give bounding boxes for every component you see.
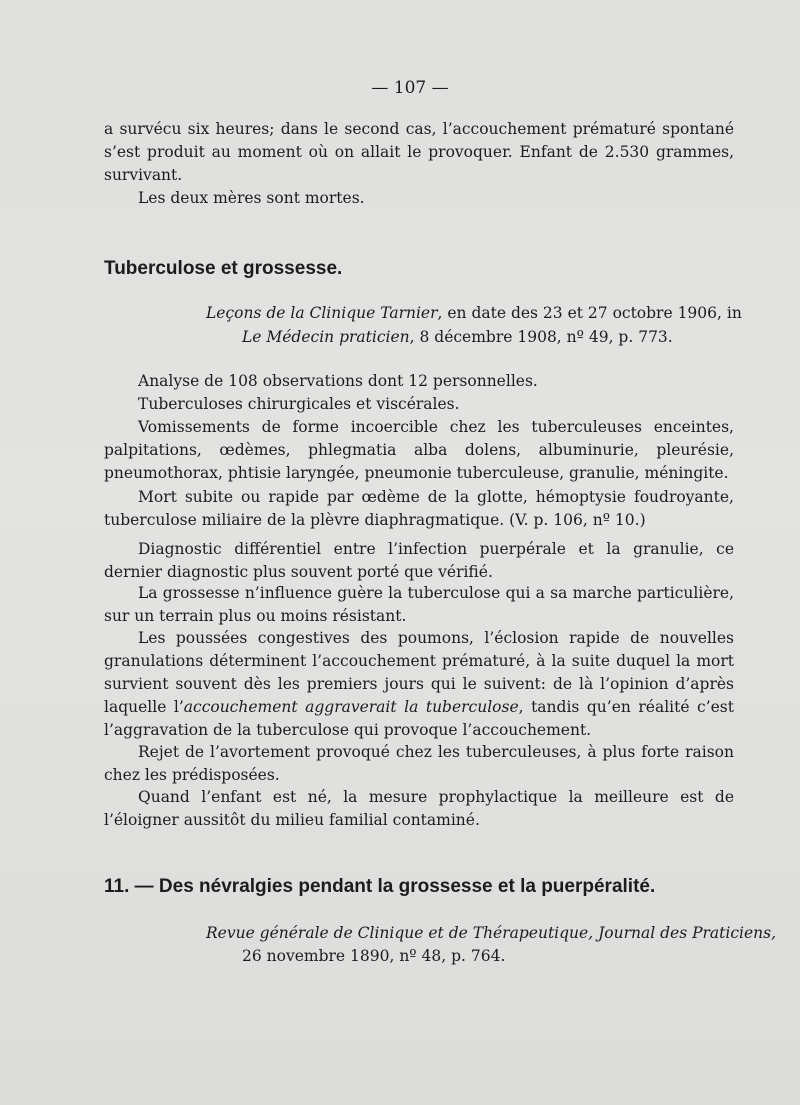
reference-line-1 — [206, 922, 776, 945]
section-heading-tuberculose: Tuberculose et grossesse. — [104, 258, 343, 279]
reference-line-2 — [242, 326, 673, 349]
reference-line-2: 26 novembre 1890, nº 48, p. 764. — [242, 947, 506, 965]
paragraph: Analyse de 108 observations dont 12 personnelles. — [138, 372, 538, 390]
reference-detail: , en date des 23 et 27 octobre 1906, in — [437, 304, 742, 322]
section-heading-nevralgies: 11. — Des névralgies pendant la grossesse et la puerpéralité. — [104, 876, 656, 897]
paragraph-part: Les poussées congestives des poumons, l’éclosion rapide de nouvelles granulations déterminent l’accouchement prématuré, à la suite duquel la mort survient souvent dès les premiers jours qui le suivent: de là l’opinion d’après laquelle l’ — [104, 629, 734, 716]
reference-source-italic: Revue générale de Clinique et de Thérapeutique, Journal des Praticiens, — [206, 924, 777, 942]
intro-paragraph-2: Les deux mères sont mortes. — [138, 189, 365, 207]
reference-detail-2: , 8 décembre 1908, nº 49, p. 773. — [409, 328, 673, 346]
paragraph-accouchement — [104, 627, 734, 742]
reference-source-italic: Leçons de la Clinique Tarnier — [206, 304, 438, 322]
reference-journal-italic: Le Médecin praticien — [242, 328, 410, 346]
paragraph: Quand l’enfant est né, la mesure prophylactique la meilleure est de l’éloigner aussitôt du milieu familial contaminé. — [104, 788, 734, 829]
italic-phrase: accouchement aggraverait la tuberculose — [183, 698, 519, 716]
paragraph: Rejet de l’avortement provoqué chez les tuberculeuses, à plus forte raison chez les prédisposées. — [104, 743, 734, 784]
paragraph: Mort subite ou rapide par œdème de la glotte, hémoptysie foudroyante, tuberculose miliaire de la plèvre diaphragmatique. (V. p. 106, nº 10.) — [104, 488, 734, 529]
page-number: — 107 — — [371, 78, 449, 98]
paragraph: Diagnostic différentiel entre l’infection puerpérale et la granulie, ce dernier diagnostic plus souvent porté que vérifié. — [104, 540, 734, 581]
paragraph-part: , tandis qu’en réalité c’est l’aggravation de la tuberculose qui provoque l’accouchement. — [104, 698, 734, 739]
reference-line-1 — [206, 302, 742, 325]
paragraph: Tuberculoses chirurgicales et viscérales. — [138, 395, 460, 413]
intro-paragraph: a survécu six heures; dans le second cas, l’accouchement prématuré spontané s’est produit au moment où on allait le provoquer. Enfant de 2.530 grammes, survivant. — [104, 120, 734, 184]
paragraph: Vomissements de forme incoercible chez les tuberculeuses enceintes, palpitations, œdèmes, phlegmatia alba dolens, albuminurie, pleurésie, pneumothorax, phtisie laryngée, pneumonie tuberculeuse, granulie, méningite. — [104, 418, 734, 482]
paragraph: La grossesse n’influence guère la tuberculose qui a sa marche particulière, sur un terrain plus ou moins résistant. — [104, 584, 734, 625]
